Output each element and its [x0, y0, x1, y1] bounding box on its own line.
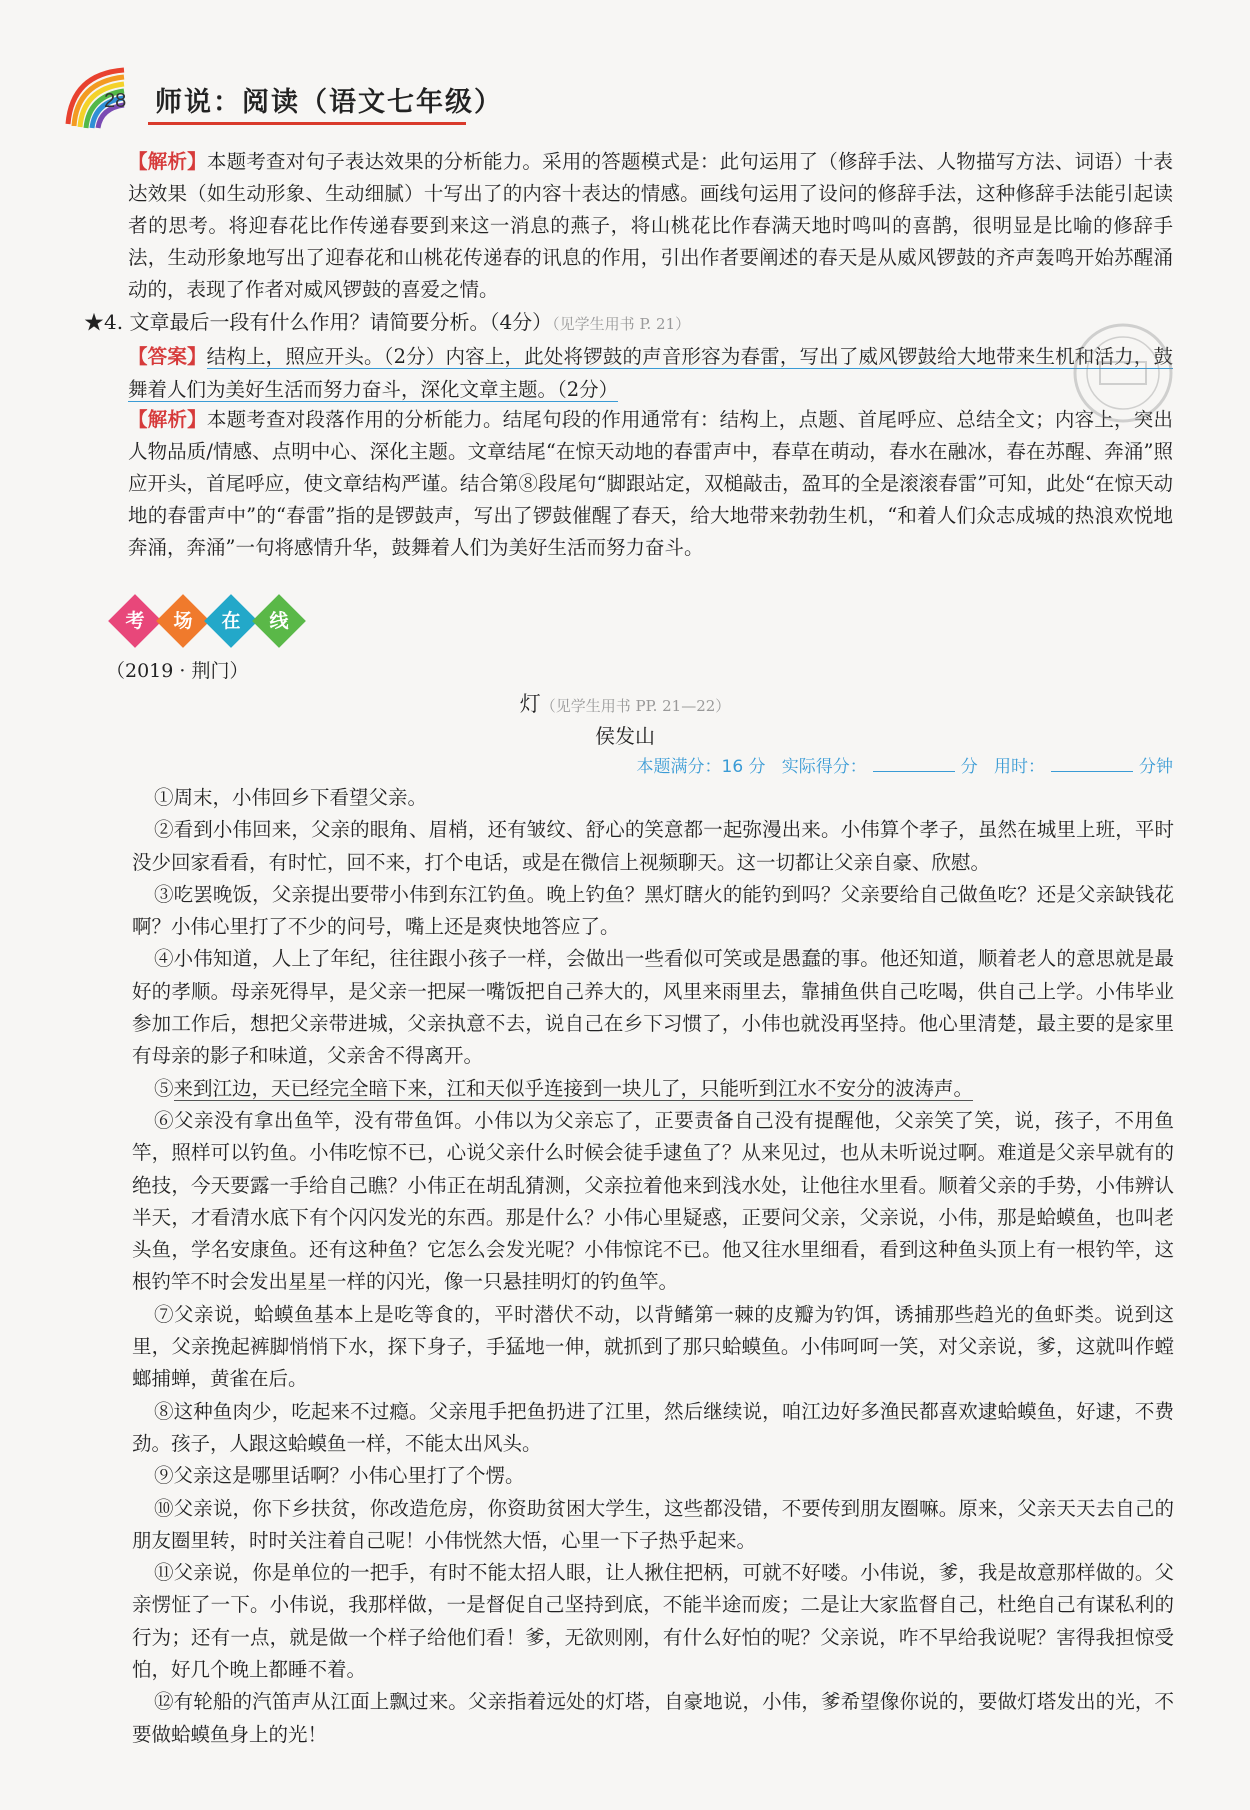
article-paragraph: ⑫有轮船的汽笛声从江面上飘过来。父亲指着远处的灯塔，自豪地说，小伟，爹希望像你说的，要做灯塔发出的光，不要做蛤蟆鱼身上的光！ [132, 1690, 1174, 1746]
badge-label: 线 [269, 610, 289, 632]
question-text: 4. 文章最后一段有什么作用？请简要分析。（4分） [104, 310, 553, 334]
article-ref: （见学生用书 PP. 21—22） [540, 697, 731, 715]
question-ref: （见学生用书 P. 21） [552, 315, 691, 333]
article-paragraph [132, 1073, 1174, 1105]
score-line [637, 752, 1173, 777]
analysis-text: 本题考查对句子表达效果的分析能力。采用的答题模式是：此句运用了（修辞手法、人物描写方法、词语）十表达效果（如生动形象、生动细腻）十写出了的内容十表达的情感。画线句运用了设问的修辞手法，这种修辞手法能引起读者的思考。将迎春花比作传递春要到来这一消息的燕子，将山桃花比作春满天地时鸣叫的喜鹊，很明显是比喻的修辞手法，生动形象地写出了迎春花和山桃花传递春的讯息的作用，引出作者要阐述的春天是从威风锣鼓的齐声轰鸣开始苏醒涌动的，表现了作者对威风锣鼓的喜爱之情。 [128, 150, 1173, 301]
article-paragraph: ①周末，小伟回乡下看望父亲。 [154, 786, 428, 809]
article-author: 侯发山 [595, 724, 655, 748]
article-paragraph: ⑨父亲这是哪里话啊？小伟心里打了个愣。 [154, 1464, 525, 1488]
article-paragraph: ⑩父亲说，你下乡扶贫，你改造危房，你资助贫困大学生，这些都没错，不要传到朋友圈嘛。原来，父亲天天去自己的朋友圈里转，时时关注着自己呢！小伟恍然大悟，心里一下子热乎起来。 [132, 1496, 1174, 1552]
time-label: 用时： [994, 757, 1045, 777]
badge-label: 考 [125, 610, 145, 632]
score-total: 本题满分：16 分 [636, 757, 766, 777]
header-divider [148, 122, 466, 125]
analysis-tag: 【解析】 [128, 408, 207, 431]
actual-score-unit: 分 [960, 757, 978, 777]
analysis-prev [128, 146, 1173, 306]
badge-label: 在 [221, 610, 241, 632]
article-title-text: 灯 [519, 692, 541, 716]
article-paragraph: ⑦父亲说，蛤蟆鱼基本上是吃等食的，平时潜伏不动，以背鳍第一棘的皮瓣为钓饵，诱捕那些趋光的鱼虾类。说到这里，父亲挽起裤脚悄悄下水，探下身子，手猛地一伸，就抓到了那只蛤蟆鱼。小伟呵呵一笑，对父亲说，爹，这就叫作螳螂捕蝉，黄雀在后。 [132, 1302, 1174, 1391]
article-paragraph: ⑧这种鱼肉少，吃起来不过瘾。父亲甩手把鱼扔进了江里，然后继续说，咱江边好多渔民都喜欢逮蛤蟆鱼，好逮，不费劲。孩子，人跟这蛤蟆鱼一样，不能太出风头。 [132, 1399, 1174, 1455]
analysis-4 [128, 404, 1173, 564]
article-paragraph: ⑪父亲说，你是单位的一把手，有时不能太招人眼，让人揪住把柄，可就不好喽。小伟说，爹，我是故意那样做的。父亲愣怔了一下。小伟说，我那样做，一是督促自己坚持到底，不能半途而废；二是让大家监督自己，杜绝自己有谋私利的行为；还有一点，就是做一个样子给他们看！爹，无欲则刚，有什么好怕的呢？父亲说，咋不早给我说呢？害得我担惊受怕，好几个晚上都睡不着。 [132, 1561, 1174, 1682]
time-unit: 分钟 [1139, 757, 1173, 777]
paragraph-number: ⑤ [154, 1076, 174, 1100]
answer-4 [128, 340, 1173, 406]
article-title [0, 688, 1250, 718]
article-paragraph: ⑥父亲没有拿出鱼竿，没有带鱼饵。小伟以为父亲忘了，正要责备自己没有提醒他，父亲笑了笑，说，孩子，不用鱼竿，照样可以钓鱼。小伟吃惊不已，心说父亲什么时候会徒手逮鱼了？从来见过，也从未听说过啊。难道是父亲早就有的绝技，今天要露一手给自己瞧？小伟正在胡乱猜测，父亲拉着他来到浅水处，让他往水里看。顺着父亲的手势，小伟辨认半天，才看清水底下有个闪闪发光的东西。那是什么？小伟心里疑惑，正要问父亲，父亲说，小伟，那是蛤蟆鱼，也叫老头鱼，学名安康鱼。还有这种鱼？它怎么会发光呢？小伟惊诧不已。他又往水里细看，看到这种鱼头顶上有一根钓竿，这根钓竿不时会发出星星一样的闪光，像一只悬挂明灯的钓鱼竿。 [132, 1108, 1174, 1294]
answer-text: 结构上，照应开头。（2分）内容上，此处将锣鼓的声音形容为春雷，写出了威风锣鼓给大地带来生机和活力，鼓舞着人们为美好生活而努力奋斗，深化文章主题。（2分） [128, 345, 1173, 401]
star-icon: ★ [84, 310, 104, 334]
actual-score-blank[interactable] [873, 771, 955, 772]
question-4 [84, 306, 1174, 340]
exam-year: （2019 · 荆门） [106, 660, 249, 682]
time-blank[interactable] [1051, 771, 1133, 772]
actual-score-label: 实际得分： [781, 757, 867, 777]
book-title: 师说：阅读（语文七年级） [155, 87, 503, 118]
analysis-text: 本题考查对段落作用的分析能力。结尾句段的作用通常有：结构上，点题、首尾呼应、总结全文；内容上，突出人物品质/情感、点明中心、深化主题。文章结尾“在惊天动地的春雷声中，春草在萌动，春水在融冰，春在苏醒、奔涌”照应开头，首尾呼应，使文章结构严谨。结合第⑧段尾句“脚跟站定，双槌敲击，盈耳的全是滚滚春雷”可知，此处“在惊天动地的春雷声中”的“春雷”指的是锣鼓声，写出了锣鼓催醒了春天，给大地带来勃勃生机，“和着人们众志成城的热浪欢悦地奔涌，奔涌”一句将感情升华，鼓舞着人们为美好生活而努力奋斗。 [128, 408, 1173, 559]
article-paragraph: ④小伟知道，人上了年纪，往往跟小孩子一样，会做出一些看似可笑或是愚蠢的事。他还知道，顺着老人的意思就是最好的孝顺。母亲死得早，是父亲一把屎一嘴饭把自己养大的，风里来雨里去，靠捕鱼供自己吃喝，供自己上学。小伟毕业参加工作后，想把父亲带进城，父亲执意不去，说自己在乡下习惯了，小伟也就没再坚持。他心里清楚，最主要的是家里有母亲的影子和味道，父亲舍不得离开。 [132, 947, 1174, 1068]
answer-tag: 【答案】 [128, 345, 207, 368]
badge-label: 场 [173, 610, 193, 632]
page-number: 28 [104, 90, 127, 112]
article-paragraph: ③吃罢晚饭，父亲提出要带小伟到东江钓鱼。晚上钓鱼？黑灯瞎火的能钓到吗？父亲要给自己做鱼吃？还是父亲缺钱花啊？小伟心里打了不少的问号，嘴上还是爽快地答应了。 [132, 882, 1174, 939]
article-paragraph: ②看到小伟回来，父亲的眼角、眉梢，还有皱纹、舒心的笑意都一起弥漫出来。小伟算个孝子，虽然在城里上班，平时没少回家看看，有时忙，回不来，打个电话，或是在微信上视频聊天。这一切都让父亲自豪、欣慰。 [132, 818, 1174, 874]
underlined-sentence: 来到江边，天已经完全暗下来，江和天似乎连接到一块儿了，只能听到江水不安分的波涛声。 [173, 1076, 974, 1100]
seal-stamp-icon [1068, 318, 1178, 428]
analysis-tag: 【解析】 [128, 150, 207, 173]
article-body [132, 782, 1174, 1751]
